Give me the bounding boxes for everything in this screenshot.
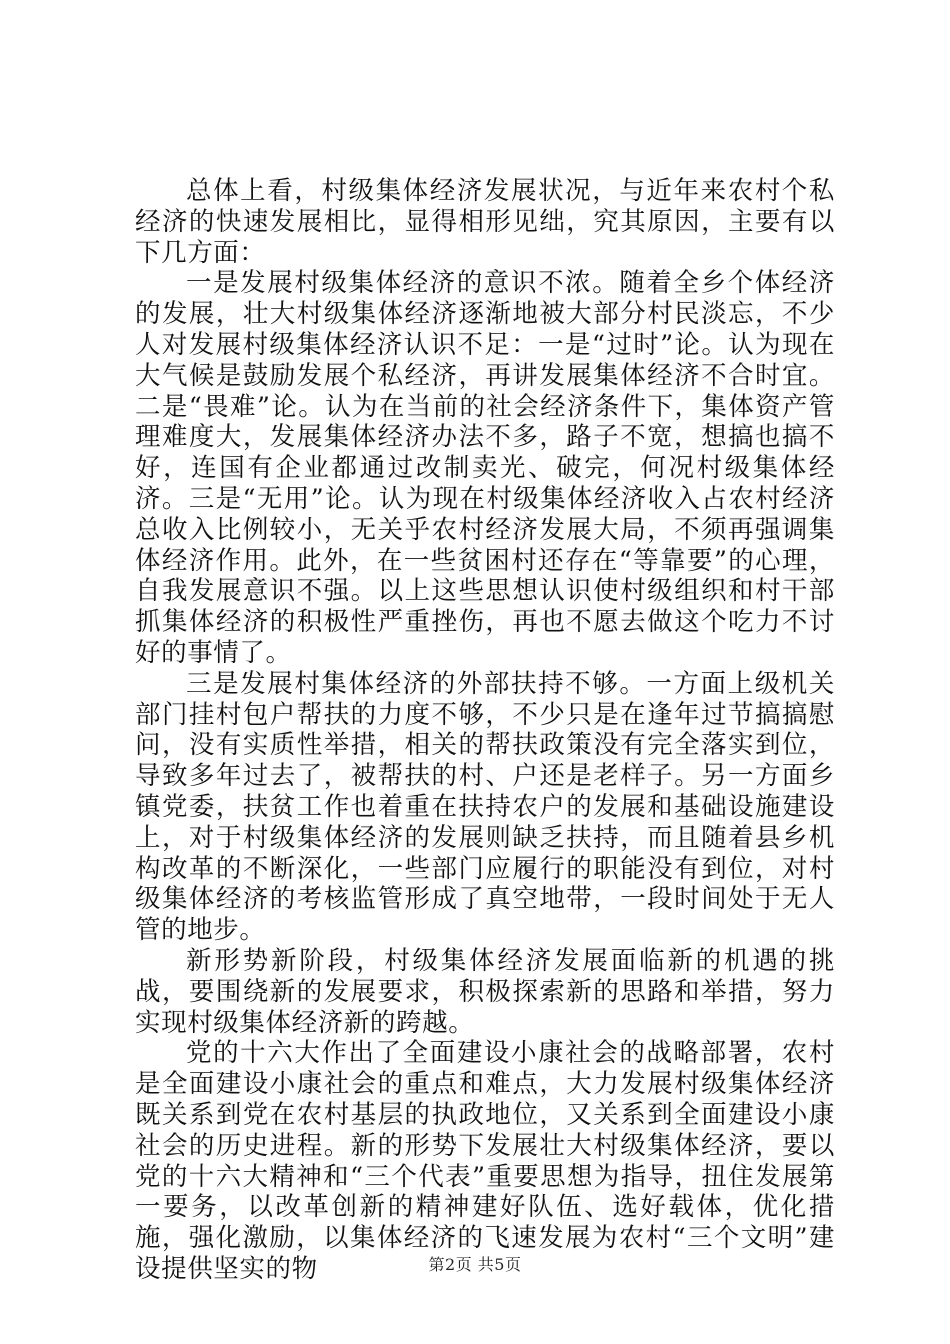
paragraph-external-support: 三是发展村集体经济的外部扶持不够。一方面上级机关部门挂村包户帮扶的力度不够，不少只是在逢年过节搞搞慰问，没有实质性举措，相关的帮扶政策没有完全落实到位，导致多年过去了，被帮扶的村、户还是老样子。另一方面乡镇党委，扶贫工作也着重在扶持农户的发展和基础设施建设上，对于村级集体经济的发展则缺乏扶持，而且随着县乡机构改革的不断深化，一些部门应履行的职能没有到位，对村级集体经济的考核监管形成了真空地带，一段时间处于无人管的地步。 — [135, 668, 835, 946]
paragraph-causes-intro: 总体上看，村级集体经济发展状况，与近年来农村个私经济的快速发展相比，显得相形见绌，究其原因，主要有以下几方面： — [135, 176, 835, 268]
page-footer — [0, 1252, 950, 1275]
paragraph-awareness: 一是发展村级集体经济的意识不浓。随着全乡个体经济的发展，壮大村级集体经济逐渐地被大部分村民淡忘，不少人对发展村级集体经济认识不足：一是“过时”论。认为现在大气候是鼓励发展个私经济，再讲发展集体经济不合时宜。二是“畏难”论。认为在当前的社会经济条件下，集体资产管理难度大，发展集体经济办法不多，路子不宽，想搞也搞不好，连国有企业都通过改制卖光、破完，何况村级集体经济。三是“无用”论。认为现在村级集体经济收入占农村经济总收入比例较小，无关乎农村经济发展大局，不须再强调集体经济作用。此外，在一些贫困村还存在“等靠要”的心理，自我发展意识不强。以上这些思想认识使村级组织和村干部抓集体经济的积极性严重挫伤，再也不愿去做这个吃力不讨好的事情了。 — [135, 268, 835, 668]
page-number-indicator: 第2页 共5页 — [428, 1255, 522, 1274]
paragraph-new-situation: 新形势新阶段，村级集体经济发展面临新的机遇的挑战，要围绕新的发展要求，积极探索新的思路和举措，努力实现村级集体经济新的跨越。 — [135, 945, 835, 1038]
document-body — [135, 176, 835, 1285]
paragraph-sixteenth-congress: 党的十六大作出了全面建设小康社会的战略部署，农村是全面建设小康社会的重点和难点，大力发展村级集体经济既关系到党在农村基层的执政地位，又关系到全面建设小康社会的历史进程。新的形势下发展壮大村级集体经济，要以党的十六大精神和“三个代表”重要思想为指导，扭住发展第一要务，以改革创新的精神建好队伍、选好载体，优化措施，强化激励，以集体经济的飞速发展为农村“三个文明”建设提供坚实的物 — [135, 1038, 835, 1284]
